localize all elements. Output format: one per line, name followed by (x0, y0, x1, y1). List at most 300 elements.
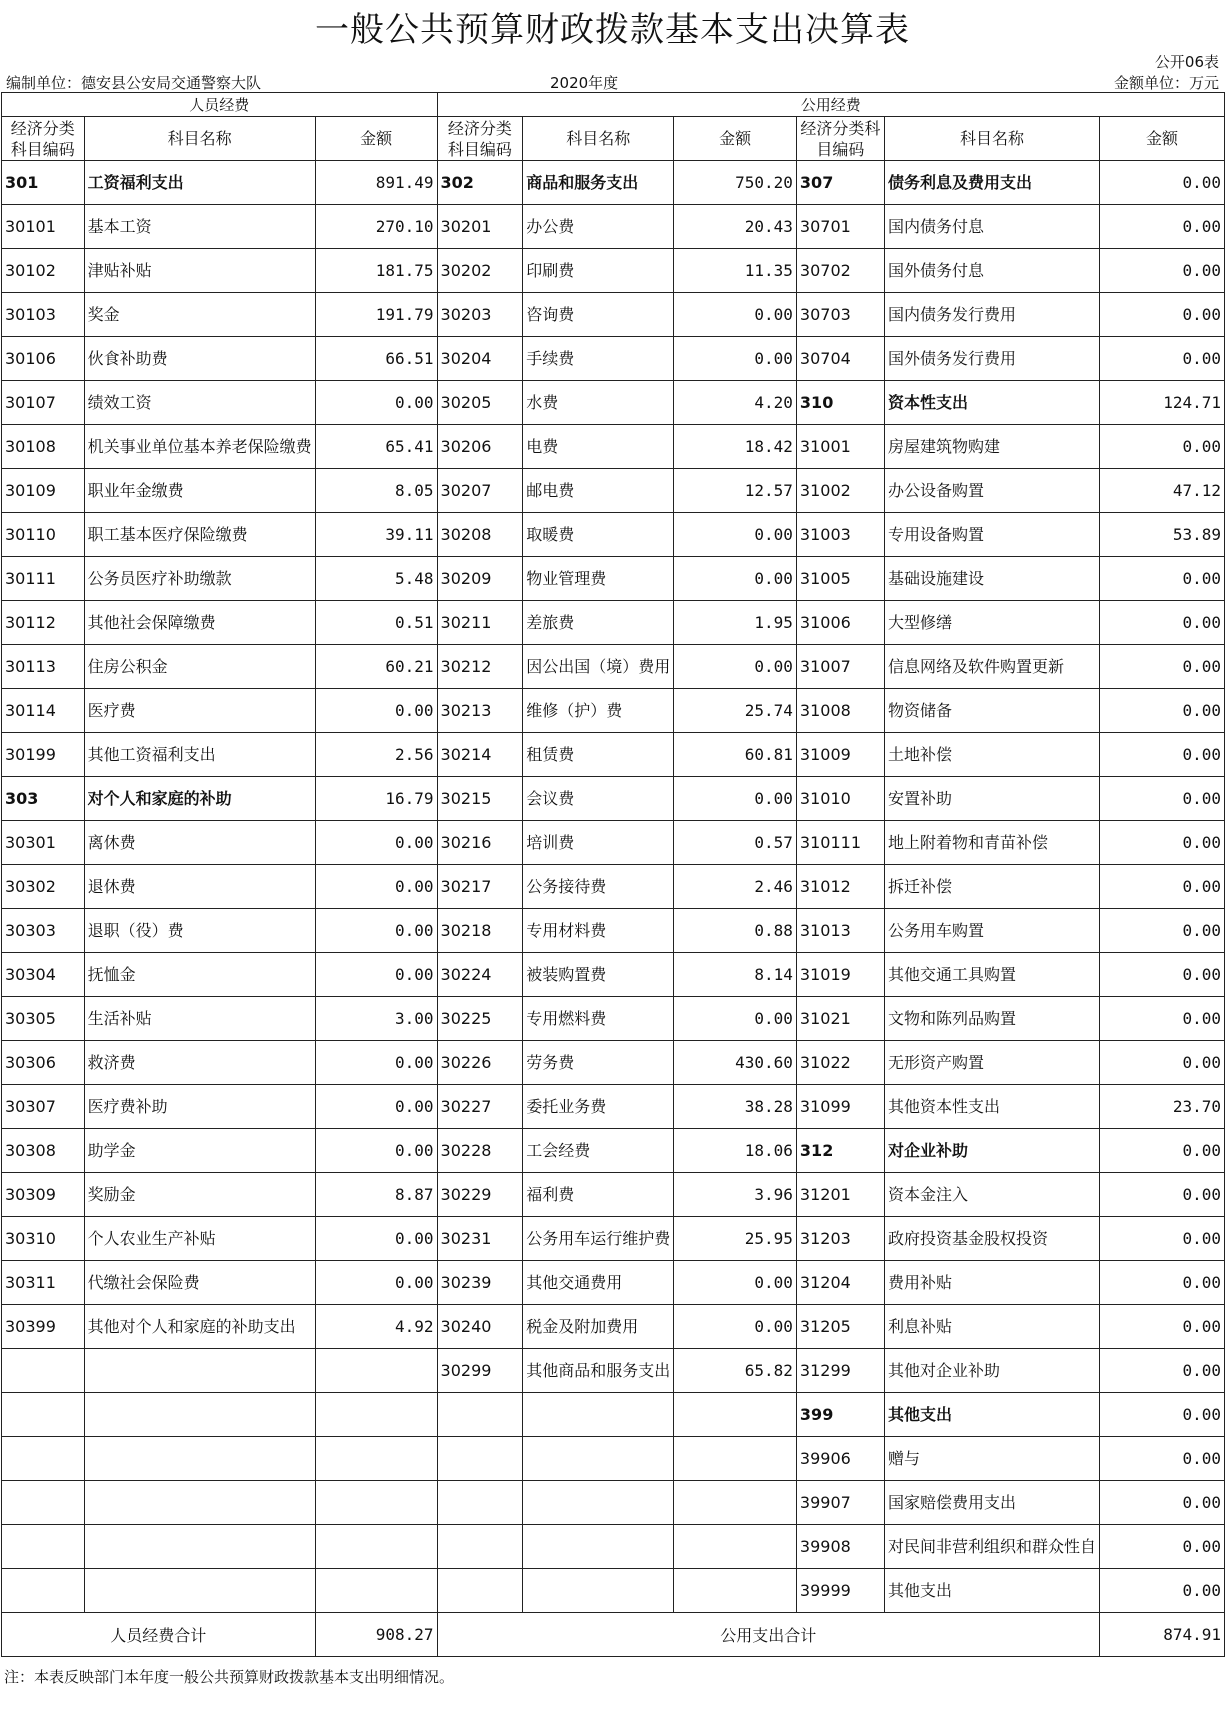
other-item-code: 30701 (796, 205, 884, 249)
goods-item-code (437, 1393, 523, 1437)
goods-item-amount: 0.00 (674, 1305, 797, 1349)
personnel-item-amount (315, 1349, 437, 1393)
other-item-name: 办公设备购置 (884, 469, 1099, 513)
goods-item-code: 30299 (437, 1349, 523, 1393)
table-row (2, 513, 1225, 557)
other-item-amount: 0.00 (1099, 557, 1224, 601)
personnel-item-amount: 60.21 (315, 645, 437, 689)
personnel-item-code: 30113 (2, 645, 85, 689)
table-row (2, 733, 1225, 777)
other-item-name: 国外债务付息 (884, 249, 1099, 293)
personnel-item-name: 救济费 (84, 1041, 315, 1085)
other-item-code: 30703 (796, 293, 884, 337)
goods-item-code: 30202 (437, 249, 523, 293)
other-item-amount: 0.00 (1099, 1129, 1224, 1173)
other-item-code: 31007 (796, 645, 884, 689)
goods-item-amount: 18.06 (674, 1129, 797, 1173)
table-row (2, 557, 1225, 601)
personnel-item-code: 30305 (2, 997, 85, 1041)
personnel-item-code (2, 1437, 85, 1481)
goods-item-name: 手续费 (523, 337, 674, 381)
other-item-amount: 0.00 (1099, 1305, 1224, 1349)
personnel-total-label: 人员经费合计 (2, 1613, 316, 1657)
personnel-item-name: 公务员医疗补助缴款 (84, 557, 315, 601)
other-item-amount: 0.00 (1099, 1173, 1224, 1217)
goods-item-code: 30226 (437, 1041, 523, 1085)
table-row (2, 1569, 1225, 1613)
other-item-code: 31019 (796, 953, 884, 997)
goods-item-name: 被装购置费 (523, 953, 674, 997)
personnel-item-amount: 0.00 (315, 909, 437, 953)
other-item-code: 31001 (796, 425, 884, 469)
personnel-item-amount: 0.00 (315, 953, 437, 997)
personnel-item-code: 30303 (2, 909, 85, 953)
personnel-item-name: 伙食补助费 (84, 337, 315, 381)
other-item-amount: 0.00 (1099, 733, 1224, 777)
personnel-item-code: 30109 (2, 469, 85, 513)
personnel-item-name: 其他对个人和家庭的补助支出 (84, 1305, 315, 1349)
other-item-code: 312 (796, 1129, 884, 1173)
personnel-item-name: 抚恤金 (84, 953, 315, 997)
personnel-item-code: 30103 (2, 293, 85, 337)
goods-item-code: 30215 (437, 777, 523, 821)
table-row (2, 909, 1225, 953)
personnel-item-code: 301 (2, 161, 85, 205)
goods-item-name: 物业管理费 (523, 557, 674, 601)
goods-item-amount: 38.28 (674, 1085, 797, 1129)
table-row (2, 161, 1225, 205)
personnel-item-code: 30306 (2, 1041, 85, 1085)
header-code: 经济分类科目编码 (437, 117, 523, 161)
personnel-item-name: 个人农业生产补贴 (84, 1217, 315, 1261)
table-row (2, 293, 1225, 337)
personnel-item-name: 职业年金缴费 (84, 469, 315, 513)
goods-item-name (523, 1525, 674, 1569)
other-item-amount: 0.00 (1099, 1393, 1224, 1437)
personnel-item-code: 30102 (2, 249, 85, 293)
goods-item-amount: 12.57 (674, 469, 797, 513)
goods-item-amount (674, 1481, 797, 1525)
personnel-item-name: 工资福利支出 (84, 161, 315, 205)
other-item-code: 30704 (796, 337, 884, 381)
table-row (2, 1393, 1225, 1437)
personnel-item-amount: 0.00 (315, 865, 437, 909)
goods-item-name: 税金及附加费用 (523, 1305, 674, 1349)
public-total-label: 公用支出合计 (437, 1613, 1099, 1657)
other-item-code: 31012 (796, 865, 884, 909)
goods-item-amount: 0.00 (674, 777, 797, 821)
other-item-name: 资本金注入 (884, 1173, 1099, 1217)
goods-item-name: 维修（护）费 (523, 689, 674, 733)
other-item-amount: 0.00 (1099, 1349, 1224, 1393)
goods-item-code: 30209 (437, 557, 523, 601)
header-amount: 金额 (674, 117, 797, 161)
goods-item-code: 30218 (437, 909, 523, 953)
form-code: 公开06表 (1154, 53, 1219, 71)
goods-item-amount: 60.81 (674, 733, 797, 777)
personnel-item-code: 30101 (2, 205, 85, 249)
page-title: 一般公共预算财政拨款基本支出决算表 (315, 10, 910, 50)
personnel-item-code: 30309 (2, 1173, 85, 1217)
other-item-name: 安置补助 (884, 777, 1099, 821)
header-name: 科目名称 (84, 117, 315, 161)
other-item-name: 土地补偿 (884, 733, 1099, 777)
goods-item-code: 30227 (437, 1085, 523, 1129)
other-item-amount: 47.12 (1099, 469, 1224, 513)
goods-item-name (523, 1393, 674, 1437)
personnel-item-name: 其他工资福利支出 (84, 733, 315, 777)
personnel-item-code: 30107 (2, 381, 85, 425)
table-row (2, 249, 1225, 293)
goods-item-amount: 0.00 (674, 997, 797, 1041)
other-item-code: 31003 (796, 513, 884, 557)
goods-item-name: 印刷费 (523, 249, 674, 293)
table-row (2, 689, 1225, 733)
other-item-name: 赠与 (884, 1437, 1099, 1481)
personnel-item-amount: 0.00 (315, 821, 437, 865)
goods-item-code: 30212 (437, 645, 523, 689)
goods-item-code: 30239 (437, 1261, 523, 1305)
goods-item-amount (674, 1437, 797, 1481)
personnel-item-code: 30310 (2, 1217, 85, 1261)
money-unit: 金额单位：万元 (1113, 74, 1219, 92)
header-name: 科目名称 (523, 117, 674, 161)
personnel-item-amount (315, 1481, 437, 1525)
header-code: 经济分类科目编码 (2, 117, 85, 161)
goods-item-amount: 18.42 (674, 425, 797, 469)
other-item-amount: 0.00 (1099, 425, 1224, 469)
goods-item-code: 30225 (437, 997, 523, 1041)
personnel-item-amount: 0.00 (315, 1085, 437, 1129)
other-item-amount: 0.00 (1099, 953, 1224, 997)
other-item-name: 利息补贴 (884, 1305, 1099, 1349)
personnel-item-code: 30399 (2, 1305, 85, 1349)
personnel-item-name: 离休费 (84, 821, 315, 865)
other-item-amount: 124.71 (1099, 381, 1224, 425)
personnel-item-amount: 270.10 (315, 205, 437, 249)
goods-item-name: 劳务费 (523, 1041, 674, 1085)
goods-item-name: 租赁费 (523, 733, 674, 777)
goods-item-amount: 4.20 (674, 381, 797, 425)
goods-item-code: 30211 (437, 601, 523, 645)
personnel-item-name: 基本工资 (84, 205, 315, 249)
other-item-amount: 0.00 (1099, 249, 1224, 293)
personnel-item-amount (315, 1393, 437, 1437)
table-row (2, 469, 1225, 513)
other-item-code: 310 (796, 381, 884, 425)
personnel-item-amount: 2.56 (315, 733, 437, 777)
other-item-code: 31005 (796, 557, 884, 601)
table-row (2, 645, 1225, 689)
other-item-code: 31203 (796, 1217, 884, 1261)
personnel-item-name: 奖励金 (84, 1173, 315, 1217)
personnel-item-name: 代缴社会保险费 (84, 1261, 315, 1305)
other-item-name: 拆迁补偿 (884, 865, 1099, 909)
table-row (2, 1129, 1225, 1173)
other-item-code: 399 (796, 1393, 884, 1437)
table-row (2, 865, 1225, 909)
personnel-item-code (2, 1393, 85, 1437)
other-item-name: 其他交通工具购置 (884, 953, 1099, 997)
personnel-item-name: 机关事业单位基本养老保险缴费 (84, 425, 315, 469)
other-item-name: 国外债务发行费用 (884, 337, 1099, 381)
other-item-name: 政府投资基金股权投资 (884, 1217, 1099, 1261)
other-item-name: 其他支出 (884, 1393, 1099, 1437)
goods-item-code: 30231 (437, 1217, 523, 1261)
goods-item-name: 商品和服务支出 (523, 161, 674, 205)
personnel-item-amount: 0.00 (315, 1217, 437, 1261)
header-amount: 金额 (315, 117, 437, 161)
personnel-item-name: 退职（役）费 (84, 909, 315, 953)
personnel-item-amount (315, 1437, 437, 1481)
personnel-item-code (2, 1569, 85, 1613)
goods-item-name: 委托业务费 (523, 1085, 674, 1129)
goods-item-amount: 750.20 (674, 161, 797, 205)
goods-item-name: 公务接待费 (523, 865, 674, 909)
table-row (2, 1085, 1225, 1129)
goods-item-name: 专用燃料费 (523, 997, 674, 1041)
personnel-item-code: 30112 (2, 601, 85, 645)
personnel-item-name: 住房公积金 (84, 645, 315, 689)
goods-item-name: 差旅费 (523, 601, 674, 645)
goods-item-code: 30204 (437, 337, 523, 381)
other-item-name: 信息网络及软件购置更新 (884, 645, 1099, 689)
other-item-name: 物资储备 (884, 689, 1099, 733)
goods-item-name: 水费 (523, 381, 674, 425)
other-item-code: 31201 (796, 1173, 884, 1217)
other-item-code: 31006 (796, 601, 884, 645)
goods-item-name: 因公出国（境）费用 (523, 645, 674, 689)
personnel-item-name: 奖金 (84, 293, 315, 337)
goods-item-name: 咨询费 (523, 293, 674, 337)
personnel-item-amount: 0.00 (315, 381, 437, 425)
other-item-name: 专用设备购置 (884, 513, 1099, 557)
goods-item-amount: 2.46 (674, 865, 797, 909)
goods-item-amount: 0.00 (674, 293, 797, 337)
other-item-amount: 0.00 (1099, 161, 1224, 205)
other-item-amount: 0.00 (1099, 865, 1224, 909)
goods-item-code: 30206 (437, 425, 523, 469)
group-personnel: 人员经费 (2, 93, 438, 117)
personnel-item-name: 职工基本医疗保险缴费 (84, 513, 315, 557)
other-item-amount: 0.00 (1099, 337, 1224, 381)
goods-item-amount: 0.00 (674, 557, 797, 601)
other-item-name: 地上附着物和青苗补偿 (884, 821, 1099, 865)
goods-item-code: 30214 (437, 733, 523, 777)
personnel-item-code: 30308 (2, 1129, 85, 1173)
goods-item-code: 30224 (437, 953, 523, 997)
table-row (2, 1525, 1225, 1569)
personnel-item-amount: 0.51 (315, 601, 437, 645)
other-item-code: 39906 (796, 1437, 884, 1481)
table-row (2, 337, 1225, 381)
other-item-code: 31205 (796, 1305, 884, 1349)
personnel-item-name: 退休费 (84, 865, 315, 909)
other-item-name: 费用补贴 (884, 1261, 1099, 1305)
personnel-item-amount: 181.75 (315, 249, 437, 293)
goods-item-code: 302 (437, 161, 523, 205)
other-item-name: 基础设施建设 (884, 557, 1099, 601)
goods-item-name: 培训费 (523, 821, 674, 865)
personnel-item-code: 30311 (2, 1261, 85, 1305)
other-item-name: 大型修缮 (884, 601, 1099, 645)
goods-item-amount (674, 1525, 797, 1569)
personnel-item-amount: 5.48 (315, 557, 437, 601)
header-name: 科目名称 (884, 117, 1099, 161)
other-item-name: 国内债务付息 (884, 205, 1099, 249)
personnel-item-name: 医疗费 (84, 689, 315, 733)
table-row (2, 205, 1225, 249)
goods-item-code: 30240 (437, 1305, 523, 1349)
goods-item-code (437, 1481, 523, 1525)
table-row (2, 953, 1225, 997)
goods-item-name: 邮电费 (523, 469, 674, 513)
other-item-name: 其他资本性支出 (884, 1085, 1099, 1129)
other-item-amount: 0.00 (1099, 205, 1224, 249)
personnel-item-name: 生活补贴 (84, 997, 315, 1041)
other-item-amount: 23.70 (1099, 1085, 1224, 1129)
table-row (2, 1481, 1225, 1525)
goods-item-code: 30208 (437, 513, 523, 557)
table-row (2, 381, 1225, 425)
goods-item-name: 电费 (523, 425, 674, 469)
table-row (2, 821, 1225, 865)
goods-item-amount: 1.95 (674, 601, 797, 645)
personnel-item-code: 30304 (2, 953, 85, 997)
public-total-amount: 874.91 (1099, 1613, 1224, 1657)
goods-item-name: 福利费 (523, 1173, 674, 1217)
goods-item-code (437, 1569, 523, 1613)
goods-item-amount: 0.88 (674, 909, 797, 953)
goods-item-code: 30216 (437, 821, 523, 865)
personnel-item-name (84, 1393, 315, 1437)
goods-item-code: 30229 (437, 1173, 523, 1217)
table-row (2, 601, 1225, 645)
other-item-name: 房屋建筑物购建 (884, 425, 1099, 469)
goods-item-code: 30205 (437, 381, 523, 425)
goods-item-amount: 25.74 (674, 689, 797, 733)
personnel-item-code: 30106 (2, 337, 85, 381)
other-item-code: 31013 (796, 909, 884, 953)
header-amount: 金额 (1099, 117, 1224, 161)
other-item-code: 39908 (796, 1525, 884, 1569)
other-item-amount: 0.00 (1099, 1217, 1224, 1261)
personnel-item-name (84, 1569, 315, 1613)
personnel-item-amount: 891.49 (315, 161, 437, 205)
goods-item-amount: 0.00 (674, 1261, 797, 1305)
other-item-code: 31008 (796, 689, 884, 733)
other-item-amount: 0.00 (1099, 1481, 1224, 1525)
other-item-amount: 0.00 (1099, 645, 1224, 689)
goods-item-amount: 20.43 (674, 205, 797, 249)
table-note: 注：本表反映部门本年度一般公共预算财政拨款基本支出明细情况。 (4, 1668, 455, 1686)
personnel-item-code: 30307 (2, 1085, 85, 1129)
personnel-item-name (84, 1525, 315, 1569)
other-item-code: 31010 (796, 777, 884, 821)
other-item-name: 对民间非营利组织和群众性自 (884, 1525, 1099, 1569)
other-item-amount: 0.00 (1099, 821, 1224, 865)
personnel-item-code: 30301 (2, 821, 85, 865)
other-item-amount: 0.00 (1099, 909, 1224, 953)
goods-item-code (437, 1437, 523, 1481)
goods-item-amount: 11.35 (674, 249, 797, 293)
table-row (2, 1305, 1225, 1349)
personnel-item-amount: 0.00 (315, 1041, 437, 1085)
personnel-item-code: 30111 (2, 557, 85, 601)
goods-item-amount: 430.60 (674, 1041, 797, 1085)
goods-item-name: 会议费 (523, 777, 674, 821)
personnel-total-amount: 908.27 (315, 1613, 437, 1657)
expenditure-table (1, 92, 1225, 1657)
personnel-item-name (84, 1481, 315, 1525)
personnel-item-code: 30199 (2, 733, 85, 777)
goods-item-code (437, 1525, 523, 1569)
goods-item-amount: 65.82 (674, 1349, 797, 1393)
other-item-name: 其他对企业补助 (884, 1349, 1099, 1393)
compiling-unit: 编制单位：德安县公安局交通警察大队 (6, 74, 262, 92)
personnel-item-code: 30108 (2, 425, 85, 469)
personnel-item-amount: 0.00 (315, 1129, 437, 1173)
personnel-item-name: 其他社会保障缴费 (84, 601, 315, 645)
goods-item-name: 其他交通费用 (523, 1261, 674, 1305)
other-item-name: 债务利息及费用支出 (884, 161, 1099, 205)
table-row (2, 1041, 1225, 1085)
personnel-item-name (84, 1349, 315, 1393)
group-public: 公用经费 (437, 93, 1224, 117)
other-item-amount: 0.00 (1099, 1041, 1224, 1085)
table-row (2, 1349, 1225, 1393)
other-item-name: 其他支出 (884, 1569, 1099, 1613)
goods-item-name (523, 1569, 674, 1613)
other-item-amount: 0.00 (1099, 1261, 1224, 1305)
personnel-item-amount: 65.41 (315, 425, 437, 469)
table-row (2, 1437, 1225, 1481)
goods-item-amount: 0.57 (674, 821, 797, 865)
personnel-item-code: 30114 (2, 689, 85, 733)
table-row (2, 997, 1225, 1041)
other-item-code: 31204 (796, 1261, 884, 1305)
table-row (2, 425, 1225, 469)
goods-item-amount: 25.95 (674, 1217, 797, 1261)
other-item-name: 国家赔偿费用支出 (884, 1481, 1099, 1525)
goods-item-name: 其他商品和服务支出 (523, 1349, 674, 1393)
goods-item-name (523, 1481, 674, 1525)
fiscal-year: 2020年度 (550, 74, 619, 92)
other-item-name: 无形资产购置 (884, 1041, 1099, 1085)
goods-item-code: 30213 (437, 689, 523, 733)
other-item-amount: 0.00 (1099, 1569, 1224, 1613)
personnel-item-amount (315, 1569, 437, 1613)
other-item-code: 39907 (796, 1481, 884, 1525)
personnel-item-code: 30110 (2, 513, 85, 557)
goods-item-name: 公务用车运行维护费 (523, 1217, 674, 1261)
personnel-item-code (2, 1525, 85, 1569)
other-item-name: 公务用车购置 (884, 909, 1099, 953)
goods-item-code: 30203 (437, 293, 523, 337)
personnel-item-amount: 16.79 (315, 777, 437, 821)
personnel-item-amount: 39.11 (315, 513, 437, 557)
header-code: 经济分类科目编码 (796, 117, 884, 161)
other-item-amount: 0.00 (1099, 777, 1224, 821)
other-item-code: 31002 (796, 469, 884, 513)
goods-item-code: 30207 (437, 469, 523, 513)
goods-item-amount: 0.00 (674, 513, 797, 557)
personnel-item-code: 30302 (2, 865, 85, 909)
personnel-item-name: 医疗费补助 (84, 1085, 315, 1129)
personnel-item-amount: 4.92 (315, 1305, 437, 1349)
other-item-amount: 0.00 (1099, 997, 1224, 1041)
other-item-code: 31099 (796, 1085, 884, 1129)
